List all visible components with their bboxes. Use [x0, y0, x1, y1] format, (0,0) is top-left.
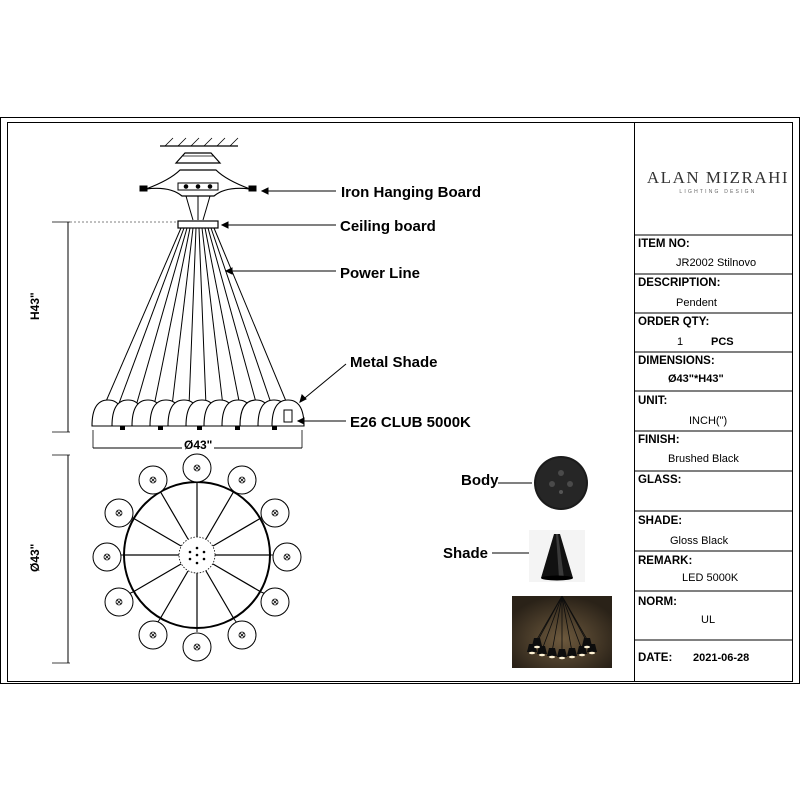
norm-value: UL	[701, 614, 716, 626]
finish-label: FINISH:	[638, 434, 680, 446]
description-value: Pendent	[676, 297, 717, 309]
shade-spec-label: SHADE:	[638, 515, 683, 527]
body-label: Body	[461, 472, 499, 489]
description-label: DESCRIPTION:	[638, 277, 721, 289]
dimension-diameter-side: Ø43"	[184, 438, 213, 452]
order-qty-label: ORDER QTY:	[638, 316, 710, 328]
order-qty-value: 1	[677, 336, 684, 348]
callout-metal-shade: Metal Shade	[350, 354, 438, 371]
dimensions-value: Ø43"*H43"	[668, 373, 724, 385]
order-qty-unit: PCS	[711, 336, 734, 348]
chandelier-photo	[512, 596, 612, 668]
date-value: 2021-06-28	[693, 652, 750, 664]
callout-ceiling-board: Ceiling board	[340, 218, 436, 235]
item-no-value: JR2002 Stilnovo	[676, 257, 757, 269]
remark-label: REMARK:	[638, 555, 693, 567]
unit-label: UNIT:	[638, 395, 668, 407]
dimensions-label: DIMENSIONS:	[638, 355, 715, 367]
dimension-height: H43"	[28, 292, 42, 320]
shade-photo	[529, 530, 585, 582]
finish-value: Brushed Black	[668, 453, 739, 465]
side-elevation	[52, 138, 304, 448]
brand-logo	[636, 168, 800, 195]
callout-bulb: E26 CLUB 5000K	[350, 414, 471, 431]
glass-label: GLASS:	[638, 474, 682, 486]
photo-leaders	[492, 483, 532, 553]
brand-tagline: LIGHTING DESIGN	[679, 189, 757, 195]
unit-value: INCH(")	[689, 415, 728, 427]
date-label: DATE:	[638, 652, 673, 664]
remark-value: LED 5000K	[682, 572, 739, 584]
plan-view	[52, 454, 301, 663]
shade-spec-value: Gloss Black	[670, 535, 729, 547]
brand-name: ALAN MIZRAHI	[646, 168, 790, 187]
shade-label: Shade	[443, 545, 489, 562]
item-no-label: ITEM NO:	[638, 238, 690, 250]
callout-leaders	[222, 188, 346, 424]
body-photo	[532, 454, 590, 512]
dimension-diameter-plan: Ø43"	[28, 543, 42, 572]
callout-iron-hanging-board: Iron Hanging Board	[341, 184, 481, 201]
norm-label: NORM:	[638, 596, 677, 608]
callout-power-line: Power Line	[340, 265, 421, 282]
